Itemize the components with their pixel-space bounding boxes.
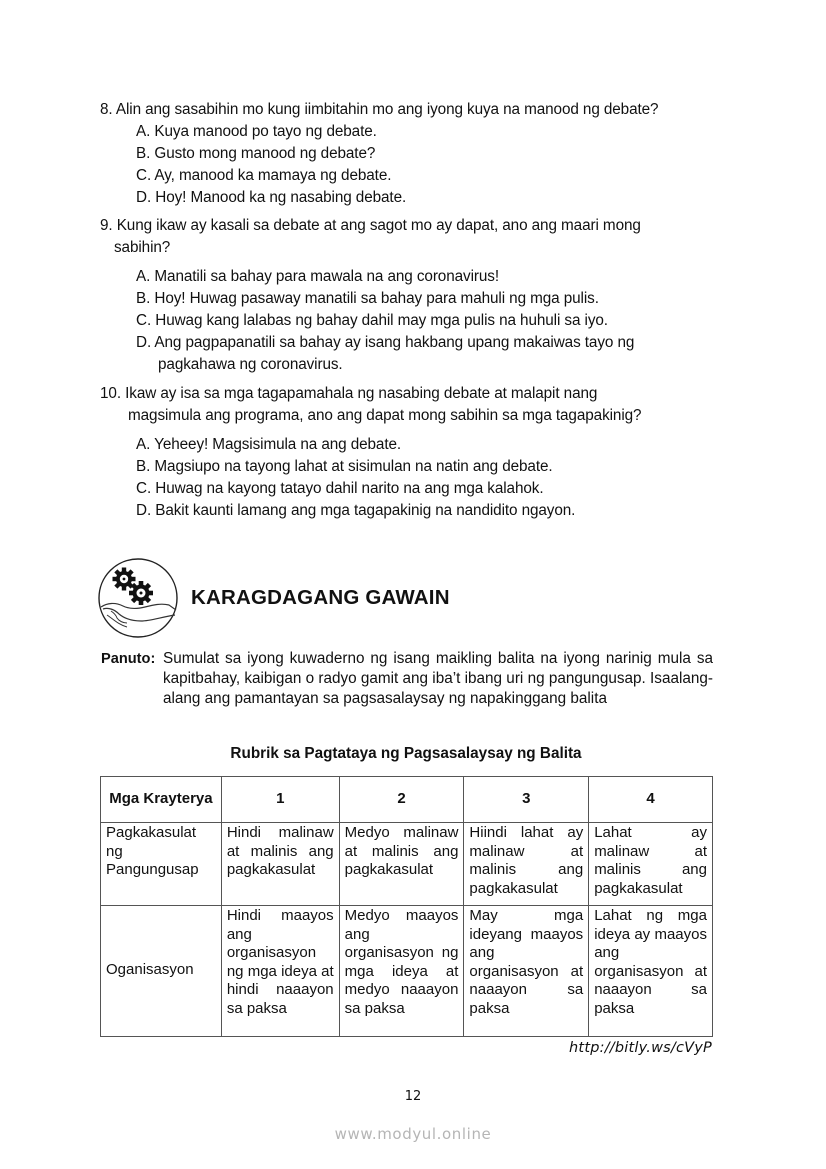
- question-stem: 10. Ikaw ay isa sa mga tagapamahala ng nasabing debate at malapit nang: [100, 385, 598, 402]
- choices: [100, 434, 730, 522]
- instructions-label: Panuto:: [101, 651, 156, 667]
- choice-d: D. Ang pagpapanatili sa bahay ay isang hakbang upang makaiwas tayo ng: [136, 334, 635, 351]
- level-2-cell: Medyo malinaw at malinis ang pagkakasulat: [339, 823, 464, 906]
- column-header-1: 1: [221, 777, 339, 823]
- choice-d-continuation: pagkahawa ng coronavirus.: [158, 356, 343, 373]
- choice-b: B. Hoy! Huwag pasaway manatili sa bahay para mahuli ng mga pulis.: [136, 290, 599, 307]
- choices: [100, 266, 730, 376]
- level-3-cell: May mga ideyang maayos ang organisasyon at naaayon sa paksa: [464, 906, 589, 1037]
- table-row: [101, 906, 713, 1037]
- question-stem-continuation: sabihin?: [114, 239, 171, 256]
- question-10: [100, 383, 730, 522]
- choice-b: B. Magsiupo na tayong lahat at sisimulan na natin ang debate.: [136, 458, 553, 475]
- criterion-cell: Pagkakasulat ng Pangungusap: [101, 823, 222, 906]
- level-1-cell: Hindi maayos ang organisasyon ng mga ideya at hindi naaayon sa paksa: [221, 906, 339, 1037]
- level-1-cell: Hindi malinaw at malinis ang pagkakasulat: [221, 823, 339, 906]
- level-2-cell: Medyo maayos ang organisasyon ng mga ideya at medyo naaayon sa paksa: [339, 906, 464, 1037]
- column-header-criteria: Mga Krayterya: [101, 777, 222, 823]
- choice-d: D. Bakit kaunti lamang ang mga tagapakinig na nandidito ngayon.: [136, 502, 576, 519]
- choice-c: C. Huwag na kayong tatayo dahil narito na ang mga kalahok.: [136, 480, 544, 497]
- instructions-text: Sumulat sa iyong kuwaderno ng isang maikling balita na iyong narinig mula sa kapitbahay, kaibigan o radyo gamit ang iba’t ibang uri ng pangungusap. Isaalang-alang ang pamantayan sa pagsasalaysay ng napakinggang balita: [163, 650, 713, 707]
- level-3-cell: Hiindi lahat ay malinaw at malinis ang pagkakasulat: [464, 823, 589, 906]
- column-header-2: 2: [339, 777, 464, 823]
- column-header-3: 3: [464, 777, 589, 823]
- section-title: KARAGDAGANG GAWAIN: [191, 586, 450, 609]
- choice-b: B. Gusto mong manood ng debate?: [136, 145, 376, 162]
- question-9: [100, 215, 730, 376]
- rubric-title: Rubrik sa Pagtataya ng Pagsasalaysay ng Balita: [230, 745, 582, 762]
- choice-c: C. Huwag kang lalabas ng bahay dahil may mga pulis na huhuli sa iyo.: [136, 312, 608, 329]
- level-4-cell: Lahat ng mga ideya ay maayos ang organisasyon at naaayon sa paksa: [589, 906, 713, 1037]
- choice-c: C. Ay, manood ka mamaya ng debate.: [136, 167, 392, 184]
- level-4-cell: Lahat ay malinaw at malinis ang pagkakasulat: [589, 823, 713, 906]
- instructions: [101, 649, 713, 709]
- page-number: 12: [404, 1089, 422, 1104]
- question-stem-continuation: magsimula ang programa, ano ang dapat mong sabihin sa mga tagapakinig?: [128, 407, 642, 424]
- rubric-table: [100, 776, 713, 1037]
- choice-d: D. Hoy! Manood ka ng nasabing debate.: [136, 189, 407, 206]
- column-header-4: 4: [589, 777, 713, 823]
- table-header-row: [101, 777, 713, 823]
- choice-a: A. Yeheey! Magsisimula na ang debate.: [136, 436, 402, 453]
- choice-a: A. Kuya manood po tayo ng debate.: [136, 123, 377, 140]
- choice-a: A. Manatili sa bahay para mawala na ang coronavirus!: [136, 268, 499, 285]
- question-stem: 8. Alin ang sasabihin mo kung iimbitahin mo ang iyong kuya na manood ng debate?: [100, 101, 659, 118]
- source-link[interactable]: http://bitly.ws/cVyP: [569, 1040, 712, 1056]
- question-stem: 9. Kung ikaw ay kasali sa debate at ang sagot mo ay dapat, ano ang maari mong: [100, 217, 641, 234]
- gears-on-hand-icon: [97, 557, 179, 639]
- table-row: [101, 823, 713, 906]
- watermark: www.modyul.online: [334, 1125, 492, 1143]
- criterion-cell: Oganisasyon: [101, 906, 222, 1037]
- question-8: [100, 99, 730, 209]
